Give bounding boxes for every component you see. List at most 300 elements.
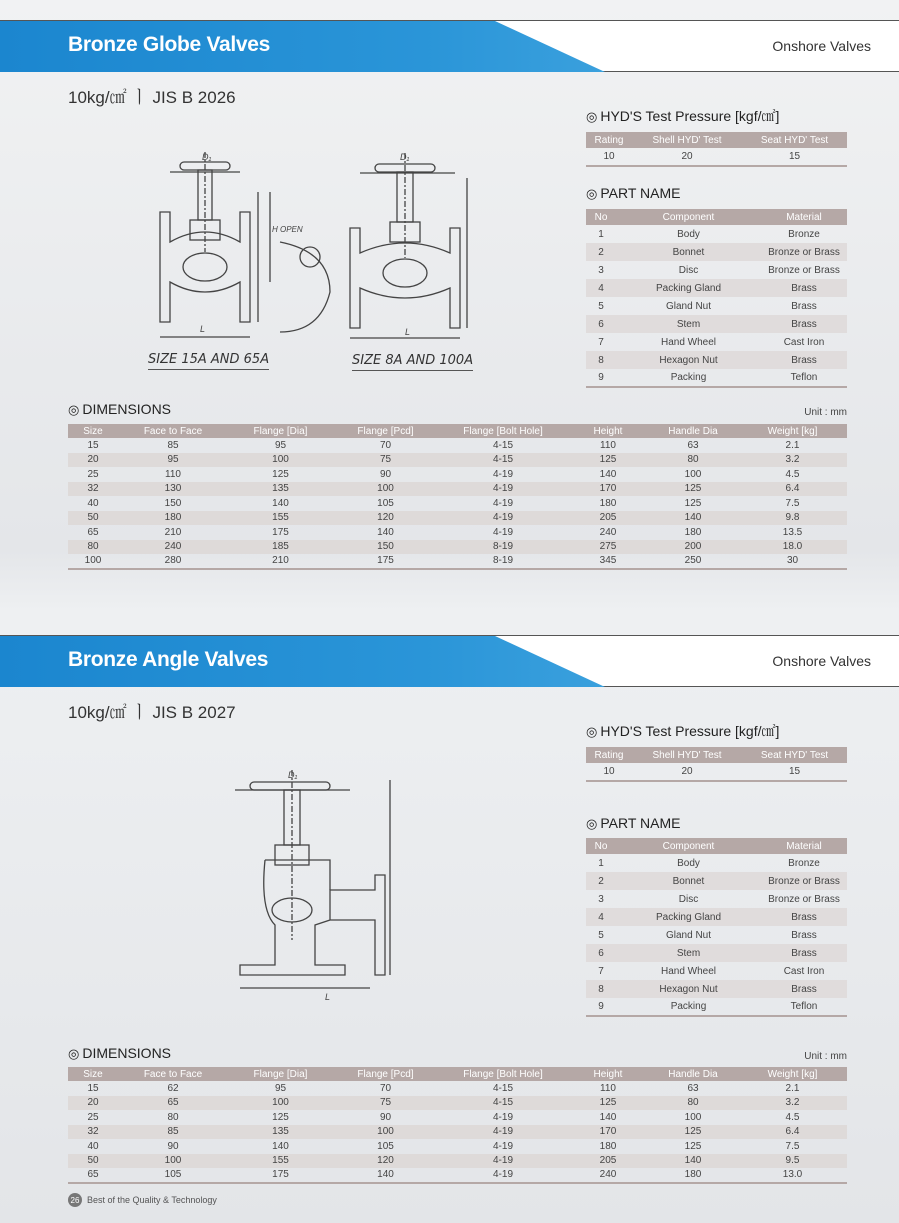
column-header: Weight [kg] [738,424,847,438]
test-pressure-table [586,747,847,782]
test-pressure-title [586,721,779,741]
part-name-table [586,209,847,388]
table-cell: 6 [586,944,616,962]
table-cell: Bronze or Brass [761,243,847,261]
table-cell: Cast Iron [783,336,825,348]
table-cell: 4-15 [438,1096,568,1111]
table-cell: Gland Nut [665,929,712,941]
table-cell: 13.5 [782,526,803,538]
table-cell: 70 [379,439,392,451]
table-row [68,540,847,555]
table-cell: 205 [568,511,648,526]
table-row [68,482,847,497]
table-cell: 95 [118,453,228,468]
table-cell: 155 [228,1154,333,1169]
table-cell: 32 [68,1125,118,1140]
table-cell: 63 [687,1082,699,1094]
table-row [586,980,847,998]
part-name-table [586,838,847,1017]
test-pressure-title-text: HYD'S Test Pressure [kgf/㎠] [600,108,780,124]
svg-text:L: L [405,327,411,337]
table-cell: 8 [586,980,616,998]
table-cell: 7.5 [785,497,800,509]
table-cell: 10 [586,148,632,166]
table-cell: 7 [598,965,604,977]
table-cell: 13.0 [738,1168,847,1183]
table-cell: 125 [648,1125,738,1140]
table-cell: 70 [379,1082,392,1094]
table-cell: 1 [598,228,604,240]
table-cell: 180 [648,1168,738,1183]
table-cell: 2.1 [785,439,800,451]
table-cell: 4.5 [785,468,800,480]
table-cell: 9.8 [738,511,847,526]
table-cell: 4-15 [492,1082,513,1094]
section-header [0,635,899,687]
table-cell: 100 [684,1111,702,1123]
spec-subtitle: 10kg/㎠ ㅣ JIS B 2027 [68,703,236,722]
dimensions-rows [68,438,847,569]
dimensions-title-text: DIMENSIONS [82,401,172,417]
table-cell: 25 [87,1111,99,1123]
table-cell: 100 [118,1154,228,1169]
table-cell: 210 [164,526,182,538]
table-cell: 15 [742,148,847,166]
circle-bullet-icon: ◎ [68,1046,80,1061]
circle-bullet-icon: ◎ [586,816,598,831]
table-cell: 18.0 [738,540,847,555]
table-cell: 280 [118,554,228,569]
table-cell: 140 [272,1140,289,1152]
drawing-caption-right: SIZE 8A AND 100A [352,353,473,371]
table-cell: Bonnet [616,872,761,890]
table-cell: 8-19 [438,554,568,569]
table-cell: 6.4 [738,482,847,497]
circle-bullet-icon: ◎ [586,724,598,739]
table-row [68,511,847,526]
table-row [68,1154,847,1169]
table-cell: 6.4 [738,1125,847,1140]
table-cell: 85 [118,1125,228,1140]
th-no: No [586,838,616,854]
table-cell: 185 [228,540,333,555]
table-cell: 4-19 [438,482,568,497]
table-cell: Bronze [788,228,820,240]
table-cell: 275 [568,540,648,555]
table-cell: 20 [632,148,742,166]
table-row [586,890,847,908]
table-cell: 15 [742,763,847,781]
table-cell: 130 [118,482,228,497]
table-cell: Hexagon Nut [616,351,761,369]
th-component: Component [616,209,761,225]
dimensions-title-text: DIMENSIONS [82,1045,172,1061]
table-cell: Brass [761,315,847,333]
table-cell: 100 [228,453,333,468]
part-name-title [586,185,680,202]
table-cell: Brass [761,944,847,962]
dimensions-header-row [68,424,847,438]
table-cell: 65 [68,1168,118,1183]
table-row [586,944,847,962]
table-cell: 63 [687,439,699,451]
table-cell: 180 [118,511,228,526]
table-row [68,1125,847,1140]
column-header: Face to Face [118,424,228,438]
table-row [68,467,847,482]
th-no: No [586,209,616,225]
column-header: Flange [Bolt Hole] [438,1067,568,1081]
table-row [68,1081,847,1096]
table-cell: 95 [274,439,287,451]
th-seat: Seat HYD' Test [742,132,847,148]
table-cell: 4-15 [492,439,513,451]
table-row [586,148,847,166]
table-cell: 20 [68,1096,118,1111]
table-cell: 9.5 [738,1154,847,1169]
section-category: Onshore Valves [772,38,871,54]
table-cell: 140 [377,526,394,538]
table-cell: Stem [616,944,761,962]
table-cell: 205 [568,1154,648,1169]
table-cell: 30 [738,554,847,569]
table-cell: Hand Wheel [660,965,717,977]
table-cell: 4.5 [785,1111,800,1123]
column-header: Height [568,424,648,438]
table-cell: 50 [68,1154,118,1169]
table-cell: 4-19 [438,1168,568,1183]
table-row [68,1168,847,1183]
table-cell: 15 [87,1082,99,1094]
table-cell: 4-19 [492,526,513,538]
table-row [586,763,847,781]
dimensions-table [68,424,847,570]
table-cell: 100 [228,1096,333,1111]
table-cell: 155 [228,511,333,526]
table-cell: 4-15 [438,453,568,468]
table-cell: 100 [333,1125,438,1140]
table-cell: 140 [599,468,617,480]
table-cell: Packing Gland [616,279,761,297]
table-cell: Body [677,857,700,869]
table-cell: 62 [167,1082,179,1094]
table-cell: 105 [377,1140,394,1152]
table-row [586,872,847,890]
table-cell: 9 [586,998,616,1016]
column-header: Flange [Dia] [228,424,333,438]
table-cell: 80 [167,1111,179,1123]
table-cell: Brass [761,279,847,297]
table-row [586,333,847,351]
table-cell: 110 [600,439,616,451]
th-component: Component [616,838,761,854]
table-cell: 4-19 [492,1140,513,1152]
th-rating: Rating [586,747,632,763]
table-cell: 4-19 [438,511,568,526]
table-row [586,261,847,279]
page-footer [68,1193,217,1207]
table-cell: 4-19 [492,497,513,509]
table-cell: 6 [586,315,616,333]
part-name-title [586,815,680,832]
dimensions-table [68,1067,847,1184]
table-cell: 40 [87,497,99,509]
column-header: Flange [Bolt Hole] [438,424,568,438]
section-category: Onshore Valves [772,653,871,669]
th-material: Material [761,838,847,854]
table-cell: 180 [599,497,617,509]
table-cell: 125 [568,453,648,468]
unit-label: Unit : mm [804,407,847,418]
test-pressure-title-text: HYD'S Test Pressure [kgf/㎠] [600,723,780,739]
table-cell: 140 [333,1168,438,1183]
table-cell: 1 [598,857,604,869]
part-name-rows [586,225,847,387]
table-cell: 240 [118,540,228,555]
table-cell: 4-19 [438,1154,568,1169]
unit-label: Unit : mm [804,1051,847,1062]
table-cell: Cast Iron [783,965,825,977]
table-cell: 170 [568,1125,648,1140]
table-cell: 32 [68,482,118,497]
table-cell: 140 [648,511,738,526]
table-cell: 65 [118,1096,228,1111]
table-row [586,315,847,333]
table-row [586,908,847,926]
table-cell: 50 [68,511,118,526]
table-row [586,369,847,387]
dimensions-rows [68,1081,847,1183]
table-row [68,554,847,569]
circle-bullet-icon: ◎ [68,402,80,417]
table-cell: Packing [616,369,761,387]
table-cell: Bonnet [616,243,761,261]
table-cell: 150 [164,497,182,509]
table-cell: 110 [600,1082,616,1094]
table-cell: 125 [684,1140,702,1152]
table-cell: 3 [598,264,604,276]
table-cell: 8-19 [438,540,568,555]
table-cell: 200 [648,540,738,555]
column-header: Flange [Dia] [228,1067,333,1081]
table-cell: 3 [598,893,604,905]
table-cell: 150 [333,540,438,555]
table-cell: Bronze or Brass [768,264,840,276]
table-cell: Bronze or Brass [768,893,840,905]
table-cell: Teflon [761,998,847,1016]
table-row [586,279,847,297]
table-cell: 105 [118,1168,228,1183]
table-row [68,453,847,468]
table-cell: 175 [272,526,289,538]
test-pressure-title [586,106,779,126]
circle-bullet-icon: ◎ [586,186,598,201]
page-number: 26 [68,1193,82,1207]
table-row [586,962,847,980]
table-row [68,525,847,540]
table-cell: 90 [379,1111,392,1123]
table-row [68,1110,847,1125]
table-cell: 120 [333,511,438,526]
th-shell: Shell HYD' Test [632,747,742,763]
table-cell: 100 [684,468,702,480]
angle-valve-drawing [230,760,400,1005]
table-cell: 175 [228,1168,333,1183]
svg-text:H OPEN: H OPEN [272,225,303,234]
table-cell: 4-19 [492,1111,513,1123]
table-cell: 100 [333,482,438,497]
table-cell: 4-19 [438,1125,568,1140]
table-row [586,297,847,315]
table-cell: 5 [598,929,604,941]
svg-text:D₁: D₁ [202,152,212,162]
table-cell: Packing Gland [616,908,761,926]
table-cell: 2 [586,872,616,890]
table-cell: 175 [333,554,438,569]
table-cell: 125 [684,497,702,509]
table-cell: 5 [598,300,604,312]
column-header: Size [68,424,118,438]
table-cell: 140 [272,497,289,509]
table-cell: 125 [272,1111,289,1123]
table-cell: Bronze or Brass [761,872,847,890]
table-cell: Body [677,228,700,240]
table-cell: 7 [598,336,604,348]
part-name-title-text: PART NAME [600,815,681,831]
table-row [586,243,847,261]
footer-text: Best of the Quality & Technology [87,1195,217,1205]
table-cell: 75 [333,1096,438,1111]
table-cell: 180 [684,526,702,538]
table-cell: 110 [165,468,181,480]
table-cell: Stem [616,315,761,333]
table-cell: 95 [274,1082,287,1094]
column-header: Weight [kg] [738,1067,847,1081]
dimensions-header-row [68,1067,847,1081]
test-pressure-table [586,132,847,167]
table-cell: Packing [616,998,761,1016]
drawing-caption-left: SIZE 15A AND 65A [148,352,269,370]
table-cell: 105 [377,497,394,509]
table-cell: 125 [272,468,289,480]
table-cell: Gland Nut [665,300,712,312]
table-cell: Bronze [788,857,820,869]
table-cell: 180 [599,1140,617,1152]
table-cell: 9 [586,369,616,387]
table-row [68,438,847,453]
table-cell: 2 [586,243,616,261]
table-cell: Brass [761,351,847,369]
table-cell: Brass [791,929,817,941]
table-cell: 90 [167,1140,179,1152]
table-cell: Teflon [761,369,847,387]
table-cell: 40 [87,1140,99,1152]
part-name-rows [586,854,847,1016]
table-cell: 8 [586,351,616,369]
column-header: Handle Dia [648,424,738,438]
table-cell: Disc [678,264,699,276]
table-row [68,496,847,511]
circle-bullet-icon: ◎ [586,109,598,124]
table-cell: 4-19 [492,468,513,480]
table-cell: 2.1 [785,1082,800,1094]
th-seat: Seat HYD' Test [742,747,847,763]
table-cell: 10 [586,763,632,781]
angle-valves-section [0,635,899,1195]
table-cell: 3.2 [738,453,847,468]
th-shell: Shell HYD' Test [632,132,742,148]
svg-text:L: L [325,992,331,1002]
table-cell: 80 [648,453,738,468]
table-cell: 140 [599,1111,617,1123]
svg-text:D₁: D₁ [400,152,410,162]
table-cell: 75 [333,453,438,468]
table-cell: 80 [648,1096,738,1111]
section-header [0,20,899,72]
column-header: Flange [Pcd] [333,1067,438,1081]
table-row [586,351,847,369]
column-header: Flange [Pcd] [333,424,438,438]
table-row [586,225,847,243]
table-cell: Hand Wheel [660,336,717,348]
table-cell: 140 [648,1154,738,1169]
table-row [68,1139,847,1154]
table-cell: 125 [648,482,738,497]
table-cell: 90 [379,468,392,480]
table-cell: 345 [568,554,648,569]
table-cell: Hexagon Nut [616,980,761,998]
table-cell: 120 [333,1154,438,1169]
column-header: Size [68,1067,118,1081]
column-header: Height [568,1067,648,1081]
table-cell: 80 [68,540,118,555]
svg-text:D₁: D₁ [288,770,298,780]
table-cell: 65 [87,526,99,538]
table-cell: Disc [678,893,699,905]
table-cell: 100 [68,554,118,569]
table-cell: 240 [599,526,617,538]
table-cell: 250 [648,554,738,569]
column-header: Handle Dia [648,1067,738,1081]
table-cell: 7.5 [785,1140,800,1152]
globe-valves-section [0,20,899,620]
dimensions-title [68,401,171,418]
column-header: Face to Face [118,1067,228,1081]
table-cell: 85 [167,439,179,451]
table-cell: Brass [761,980,847,998]
th-rating: Rating [586,132,632,148]
globe-valve-drawing-left [140,132,340,342]
table-cell: 20 [632,763,742,781]
table-cell: 15 [87,439,99,451]
part-name-title-text: PART NAME [600,185,681,201]
dimensions-title [68,1045,171,1062]
table-cell: 135 [228,1125,333,1140]
table-cell: 3.2 [738,1096,847,1111]
globe-valve-drawing-right [345,138,475,343]
th-material: Material [761,209,847,225]
svg-text:L: L [200,324,206,334]
table-cell: 170 [568,482,648,497]
table-row [586,854,847,872]
table-cell: 4 [586,279,616,297]
table-cell: Brass [761,908,847,926]
table-cell: 25 [87,468,99,480]
table-cell: 125 [568,1096,648,1111]
table-row [68,1096,847,1111]
table-cell: Brass [791,300,817,312]
section-title: Bronze Globe Valves [68,33,271,56]
